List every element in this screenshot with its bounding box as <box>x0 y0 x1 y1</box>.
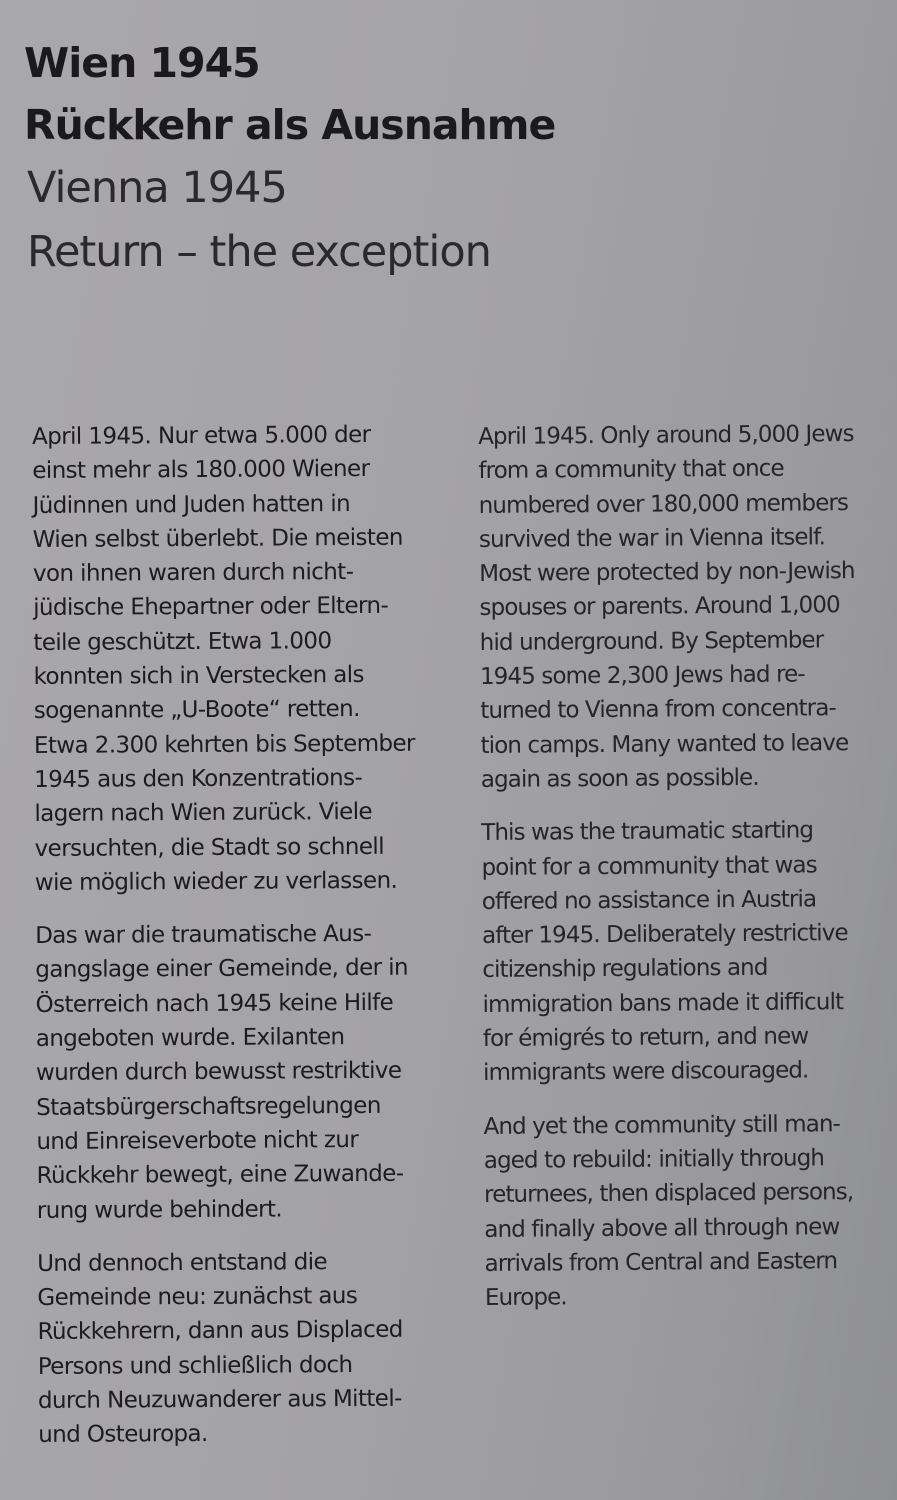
english-paragraph-2: This was the traumatic starting point for a community that was offered no assistance in Austria after 1945. Deliberately restrictive citizenship regulations and immigration bans made it difficult for émigrés to return, and new immigrants were discouraged. <box>481 817 848 1087</box>
german-text-column <box>32 417 463 1471</box>
german-paragraph-3: Und dennoch entstand die Gemeinde neu: zunächst aus Rückkehrern, dann aus Displaced Persons und schließlich doch durch Neuzuwanderer aus Mittel- und Osteuropa. <box>37 1249 403 1449</box>
title-german-line-2: Rückkehr als Ausnahme <box>24 101 556 149</box>
title-english-line-2: Return – the exception <box>27 227 491 277</box>
title-english-line-1: Vienna 1945 <box>27 163 287 213</box>
german-paragraph-2: Das war die traumatische Aus- gangslage einer Gemeinde, der in Österreich nach 1945 keine Hilfe angeboten wurde. Exilanten wurden durch bewusst restriktive Staatsbürgerschaftsregelungen und Einreiseverbote nicht zur Rückkehr bewegt, eine Zuwande- rung wurde behindert. <box>35 921 409 1224</box>
panel-heading <box>24 32 884 284</box>
english-paragraph-1: April 1945. Only around 5,000 Jews from a community that once numbered over 180,000 members survived the war in Vienna itself. Most were protected by non-Jewish spouses or parents. Around 1,000 hid underground. By September 1945 some 2,300 Jews had re- turned to Vienna from concentra- tion camps. Many wanted to leave again as soon as possible. <box>478 421 855 793</box>
english-paragraph-3: And yet the community still man- aged to rebuild: initially through returnees, then displaced persons, and finally above all through new arrivals from Central and Eastern Europe. <box>483 1110 854 1312</box>
german-paragraph-1: April 1945. Nur etwa 5.000 der einst mehr als 180.000 Wiener Jüdinnen und Juden hatten in Wien selbst überlebt. Die meisten von ihnen waren durch nicht- jüdische Ehepartner oder Eltern- teile geschützt. Etwa 1.000 konnten sich in Verstecken als sogenannte „U-Boote“ retten. Etwa 2.300 kehrten bis September 1945 aus den Konzentrations- lagern nach Wien zurück. Viele versuchten, die Stadt so schnell wie möglich wieder zu verlassen. <box>32 421 415 896</box>
english-text-column <box>478 417 890 1335</box>
title-german-line-1: Wien 1945 <box>24 39 260 87</box>
